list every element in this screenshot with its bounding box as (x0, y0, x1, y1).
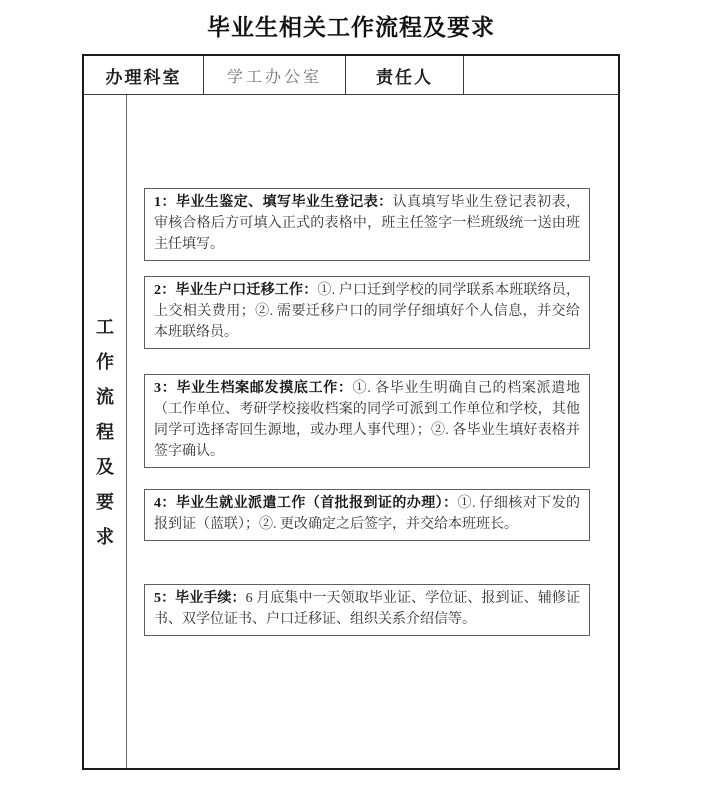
step-1-text: 认真填写毕业生登记表初表，审核合格后方可填入正式的表格中，班主任签字一栏班级统一送由班主任填写。 (154, 195, 581, 252)
step-2-lead: 2：毕业生户口迁移工作： (154, 283, 318, 298)
table-body-row (84, 95, 618, 768)
step-5-text: 6 月底集中一天领取毕业证、学位证、报到证、辅修证书、双学位证书、户口迁移证、组织关系介绍信等。 (154, 591, 581, 627)
side-label-char: 工 (96, 316, 114, 337)
step-5-lead: 5：毕业手续： (154, 591, 246, 606)
header-dept-value: 学工办公室 (204, 56, 346, 94)
side-label-char: 及 (96, 456, 114, 477)
step-4-text: ①. 仔细核对下发的报到证（蓝联）；②. 更改确定之后签字，并交给本班班长。 (154, 496, 581, 532)
process-table (82, 54, 620, 770)
step-1-lead: 1：毕业生鉴定、填写毕业生登记表： (154, 195, 393, 210)
side-label-char: 求 (96, 526, 114, 547)
side-label-column (84, 95, 127, 768)
header-person-label: 责任人 (346, 56, 464, 94)
side-label-char: 程 (96, 421, 114, 442)
page-title: 毕业生相关工作流程及要求 (207, 14, 495, 40)
step-2-text: ①. 户口迁到学校的同学联系本班联络员，上交相关费用；②. 需要迁移户口的同学仔细填好个人信息，并交给本班联络员。 (154, 283, 581, 340)
step-3-lead: 3：毕业生档案邮发摸底工作： (154, 381, 353, 396)
step-3-text: ①. 各毕业生明确自己的档案派遣地（工作单位、考研学校接收档案的同学可派到工作单位和学校，其他同学可选择寄回生源地，或办理人事代理）；②. 各毕业生填好表格并签字确认。 (154, 381, 581, 459)
side-label-char: 作 (96, 351, 114, 372)
step-4-lead: 4：毕业生就业派遣工作（首批报到证的办理）： (154, 496, 458, 511)
header-person-value (464, 56, 618, 94)
table-header-row (84, 56, 618, 95)
header-dept-label: 办理科室 (84, 56, 204, 94)
process-steps-area (127, 95, 618, 768)
step-box-5 (144, 584, 590, 636)
side-label-char: 要 (96, 491, 114, 512)
side-label-char: 流 (96, 386, 114, 407)
step-box-4 (144, 489, 590, 541)
step-box-1 (144, 188, 590, 261)
step-box-2 (144, 276, 590, 349)
step-box-3 (144, 374, 590, 468)
